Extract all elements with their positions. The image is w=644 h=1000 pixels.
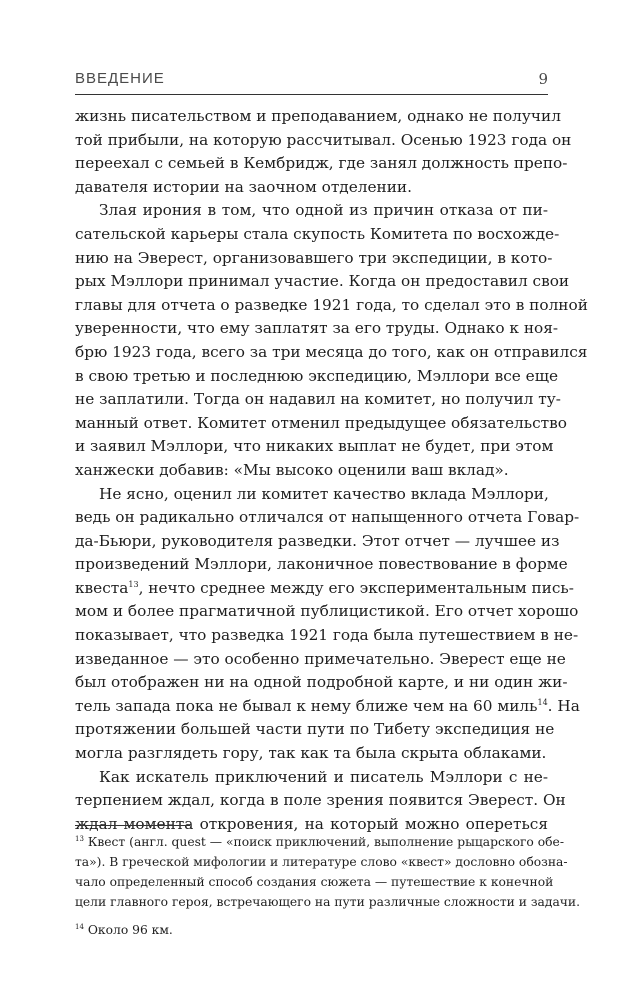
footnote-ref-13[interactable]: 13 xyxy=(128,579,139,589)
body-text xyxy=(75,105,588,836)
text-line: рых Мэллори принимал участие. Когда он предоставил свои xyxy=(75,272,570,291)
text-line: ханжески добавив: «Мы высоко оценили ваш вклад». xyxy=(75,460,509,479)
footnote-13 xyxy=(75,832,581,912)
text-line: жизнь писательством и преподаванием, однако не получил xyxy=(75,107,561,125)
text-line: мом и более прагматичной публицистикой. Его отчет хорошо xyxy=(75,602,579,621)
header-rule xyxy=(75,94,548,95)
footnote-line: чало определенный способ создания сюжета — путешествие к конечной xyxy=(75,875,554,889)
text-line: Злая ирония в том, что одной из причин отказа от пи- xyxy=(99,201,548,220)
text-line: сательской карьеры стала скупость Комитета по восхожде- xyxy=(75,224,560,243)
paragraph-1 xyxy=(75,105,572,199)
text-line: показывает, что разведка 1921 года была путешествием в не- xyxy=(75,626,579,645)
footnote-14 xyxy=(75,920,548,940)
footnote-line xyxy=(75,832,564,852)
text-line: переехал с семьей в Кембридж, где занял должность препо- xyxy=(75,154,568,173)
text-line: ждал момента откровения, на который можно опереться xyxy=(75,814,548,833)
text-line: в свою третью и последнюю экспедицию, Мэллори все еще xyxy=(75,366,559,385)
footnote-number-13: 13 xyxy=(75,835,84,843)
text-line: главы для отчета о разведке 1921 года, то сделал это в полной xyxy=(75,295,588,314)
text-line: той прибыли, на которую рассчитывал. Осенью 1923 года он xyxy=(75,130,572,149)
footnote-rule xyxy=(75,825,190,826)
text-line xyxy=(75,695,580,719)
text-line: нию на Эверест, организовавшего три экспедиции, в кото- xyxy=(75,248,553,267)
text-line: терпением ждал, когда в поле зрения появится Эверест. Он xyxy=(75,791,566,810)
text-line: да-Бьюри, руководителя разведки. Этот отчет — лучшее из xyxy=(75,531,560,550)
text-fragment: Квест (англ. quest — «поиск приключений, выполнение рыцарского обе- xyxy=(83,835,564,849)
footnote-line: цели главного героя, встречающего на пути различные сложности и задачи. xyxy=(75,895,581,909)
footnote-line xyxy=(75,920,548,940)
text-fragment: квеста xyxy=(75,578,129,597)
text-fragment: Около 96 км. xyxy=(83,923,173,937)
footnote-number-14: 14 xyxy=(75,923,84,931)
page-number: 9 xyxy=(538,70,548,88)
text-line: был отображен ни на одной подробной карте, и ни один жи- xyxy=(75,673,568,692)
text-fragment: . На xyxy=(547,696,580,715)
text-line: брю 1923 года, всего за три месяца до того, как он отправился xyxy=(75,342,588,361)
text-line: могла разглядеть гору, так как та была скрыта облаками. xyxy=(75,744,547,763)
text-line: и заявил Мэллори, что никаких выплат не будет, при этом xyxy=(75,437,554,456)
footnote-ref-14[interactable]: 14 xyxy=(537,697,548,707)
paragraph-3 xyxy=(75,483,580,766)
running-header xyxy=(75,70,548,92)
text-line: не заплатили. Тогда он надавил на комитет, но получил ту- xyxy=(75,390,561,409)
text-line: протяжении большей части пути по Тибету экспедиция не xyxy=(75,720,555,739)
text-fragment: тель запада пока не бывал к нему ближе чем на 60 миль xyxy=(75,696,538,715)
paragraph-2 xyxy=(75,199,588,482)
running-head-title: ВВЕДЕНИЕ xyxy=(75,70,165,87)
text-fragment: , нечто среднее между его экспериментальным пись- xyxy=(138,578,574,597)
text-line: произведений Мэллори, лаконичное повествование в форме xyxy=(75,555,568,574)
text-line: ведь он радикально отличался от напыщенного отчета Говар- xyxy=(75,508,580,527)
text-line xyxy=(75,577,574,601)
footnotes xyxy=(75,832,581,940)
text-line: давателя истории на заочном отделении. xyxy=(75,177,412,196)
text-line: Как искатель приключений и писатель Мэллори с не- xyxy=(99,767,548,786)
footnote-line: та»). В греческой мифологии и литературе слово «квест» дословно обозна- xyxy=(75,855,568,869)
text-line: Не ясно, оценил ли комитет качество вклада Мэллори, xyxy=(99,484,549,503)
text-line: уверенности, что ему заплатят за его труды. Однако к ноя- xyxy=(75,319,559,338)
text-line: манный ответ. Комитет отменил предыдущее обязательство xyxy=(75,413,567,432)
text-line: изведанное — это особенно примечательно. Эверест еще не xyxy=(75,649,566,668)
